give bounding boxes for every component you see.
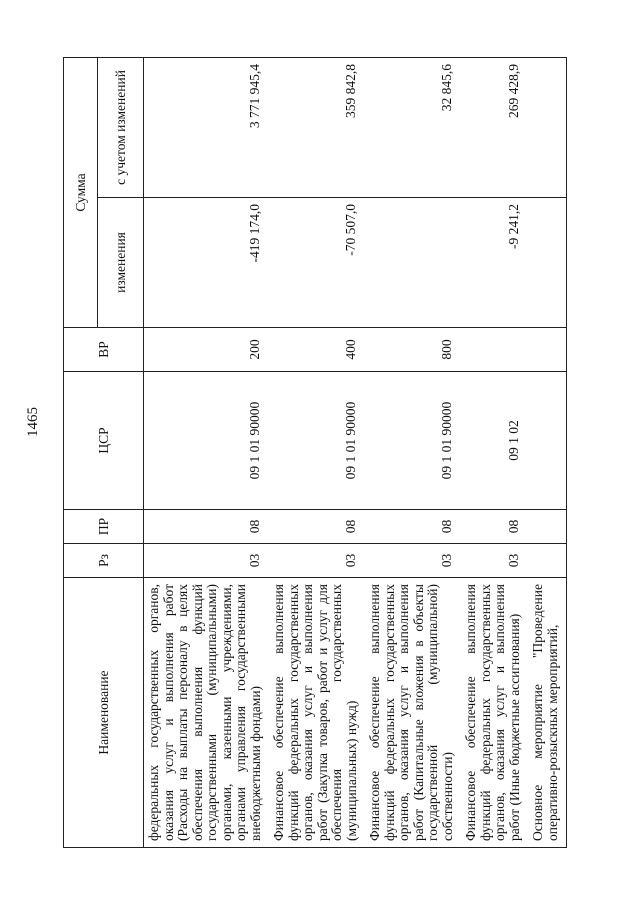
row-rz xyxy=(528,544,567,578)
row-total: 359 842,8 xyxy=(269,57,365,197)
row-total: 269 428,9 xyxy=(461,57,528,197)
row-vr xyxy=(528,328,567,372)
header-with-changes: с учетом изменений xyxy=(98,57,144,197)
header-sum: Сумма xyxy=(64,57,98,327)
header-change: изменения xyxy=(98,198,144,328)
row-csr: 09 1 01 90000 xyxy=(144,372,270,510)
row-pr: 08 xyxy=(144,510,270,544)
row-csr xyxy=(528,372,567,510)
row-total: 32 845,6 xyxy=(365,57,461,197)
header-csr: ЦСР xyxy=(64,372,144,510)
row-total xyxy=(528,57,567,197)
row-csr: 09 1 01 90000 xyxy=(269,372,365,510)
row-name: Основное мероприятие "Проведение оперативно-розыскных мероприятий, xyxy=(528,578,567,848)
row-vr: 200 xyxy=(144,328,270,372)
header-pr: ПР xyxy=(64,510,144,544)
row-rz: 03 xyxy=(365,544,461,578)
row-vr xyxy=(461,328,528,372)
table-header xyxy=(64,57,144,847)
row-name: Финансовое обеспечение выполнения функций федеральных государственных органов, оказания услуг и выполнения работ (Иные бюджетные ассигнования) xyxy=(461,578,528,848)
table-body xyxy=(144,57,567,847)
row-rz: 03 xyxy=(269,544,365,578)
row-name: Финансовое обеспечение выполнения функций федеральных государственных органов, оказания услуг и выполнения работ (Закупка товаров, работ и услуг для обеспечения государственных (муниципальных) нужд) xyxy=(269,578,365,848)
row-rz: 03 xyxy=(461,544,528,578)
header-rz: Рз xyxy=(64,544,144,578)
table-row xyxy=(461,57,528,847)
table-row xyxy=(269,57,365,847)
row-pr xyxy=(528,510,567,544)
row-name: Финансовое обеспечение выполнения функций федеральных государственных органов, оказания услуг и выполнения работ (Капитальные вложения в объекты государственной (муниципальной) собственности) xyxy=(365,578,461,848)
row-rz: 03 xyxy=(144,544,270,578)
row-vr: 800 xyxy=(365,328,461,372)
page-number: 1465 xyxy=(25,407,41,437)
header-name: Наименование xyxy=(64,578,144,848)
budget-table xyxy=(63,57,567,848)
table-row xyxy=(144,57,270,847)
row-change: -9 241,2 xyxy=(461,198,528,328)
table-row xyxy=(528,57,567,847)
row-change xyxy=(528,198,567,328)
rotated-page-content xyxy=(63,58,610,848)
row-change: -419 174,0 xyxy=(144,198,270,328)
row-pr: 08 xyxy=(269,510,365,544)
table-row xyxy=(365,57,461,847)
row-total: 3 771 945,4 xyxy=(144,57,270,197)
row-csr: 09 1 01 90000 xyxy=(365,372,461,510)
row-change xyxy=(365,198,461,328)
row-change: -70 507,0 xyxy=(269,198,365,328)
row-csr: 09 1 02 xyxy=(461,372,528,510)
header-vr: ВР xyxy=(64,328,144,372)
row-vr: 400 xyxy=(269,328,365,372)
row-pr: 08 xyxy=(365,510,461,544)
row-pr: 08 xyxy=(461,510,528,544)
row-name: федеральных государственных органов, оказания услуг и выполнения работ (Расходы на выплаты персоналу в целях обеспечения выполнения функций государственными (муниципальными) органами, казенными учреждениями, органами управления государственными внебюджетными фондами) xyxy=(144,578,270,848)
